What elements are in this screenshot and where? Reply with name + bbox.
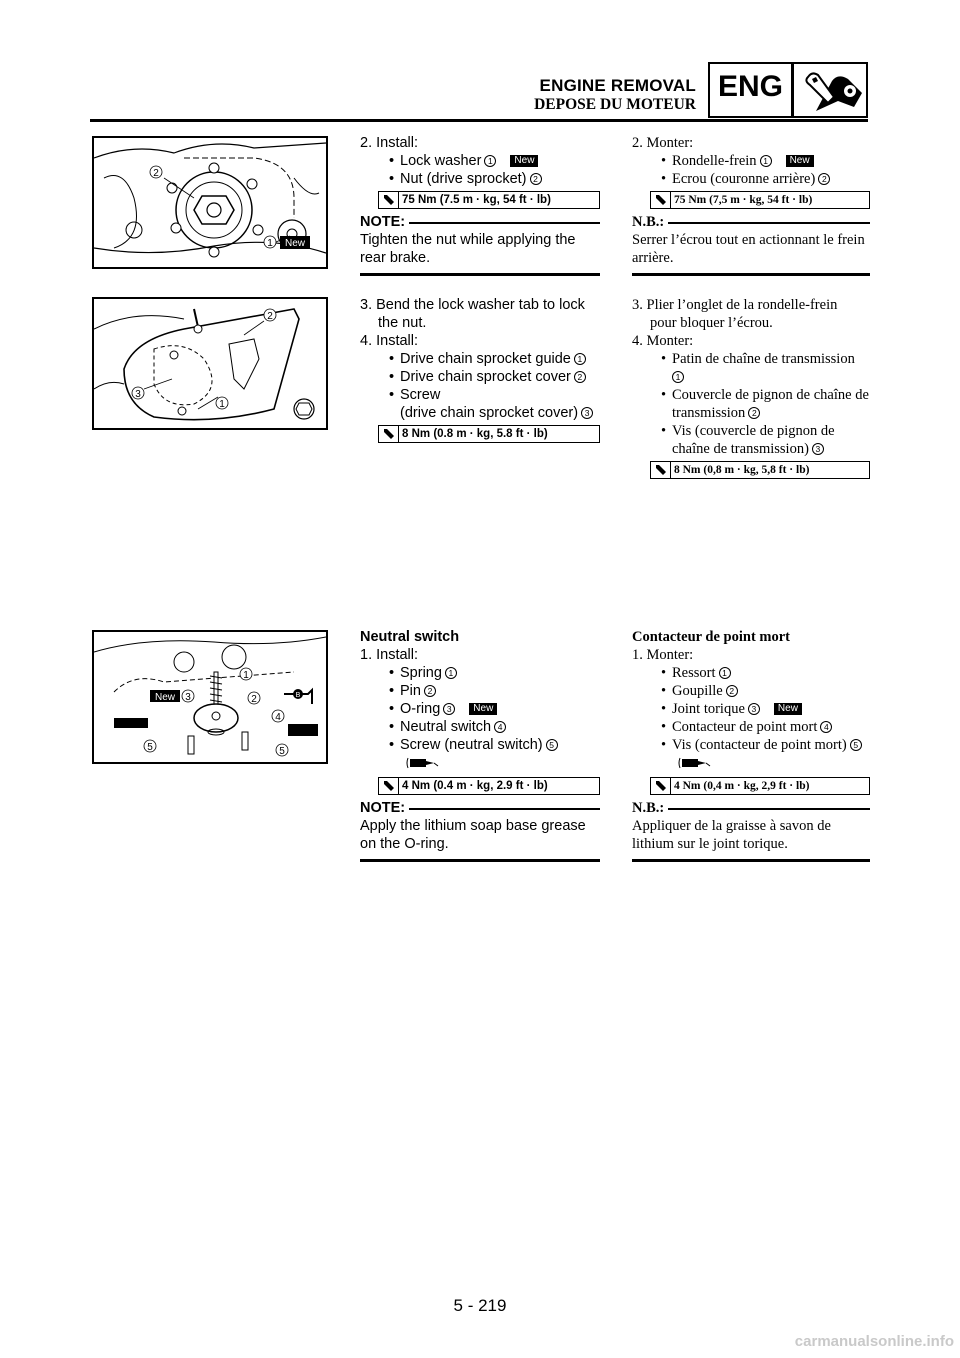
step2-fr [632, 296, 870, 482]
ref-number: 1 [672, 371, 684, 383]
header-rule [90, 119, 868, 122]
torque-wrench-icon [651, 462, 671, 478]
torque-wrench-icon [379, 778, 399, 794]
list-item: • Neutral switch 4 [360, 718, 600, 736]
figure-label: 2 [267, 311, 273, 322]
step-text-cont: pour bloquer l’écrou. [650, 315, 773, 331]
list-item-cont [632, 368, 870, 386]
ref-number: 5 [546, 739, 558, 751]
figure-sprocket-cover [92, 297, 328, 430]
note-body: Appliquer de la graisse à savon de lithium sur le joint torique. [632, 818, 831, 852]
ref-number: 1 [719, 667, 731, 679]
list-item: • Vis (contacteur de point mort) 5 [632, 736, 870, 754]
list-item: • Drive chain sprocket guide 1 [360, 350, 600, 368]
list-item: • Couvercle de pignon de chaîne de [661, 387, 869, 403]
list-item: • Contacteur de point mort 4 [632, 718, 870, 736]
list-item: • Drive chain sprocket cover 2 [360, 368, 600, 386]
ref-number: 2 [818, 173, 830, 185]
ref-number: 2 [530, 173, 542, 185]
step-text-cont: the nut. [378, 315, 427, 331]
list-item: • Spring 1 [360, 664, 600, 682]
figure-neutral-switch [92, 630, 328, 764]
header-title-fr: DEPOSE DU MOTEUR [534, 96, 696, 113]
list-item: • Patin de chaîne de transmission [661, 351, 855, 367]
figure-drive-sprocket [92, 136, 328, 269]
torque-wrench-icon [651, 778, 671, 794]
new-badge: New [510, 155, 538, 167]
list-item: • Joint torique 3 New [632, 700, 870, 718]
list-item: • Pin 2 [360, 682, 600, 700]
list-item-cont: (drive chain sprocket cover) 3 [360, 404, 600, 422]
ref-number: 2 [748, 407, 760, 419]
torque-wrench-icon [651, 192, 671, 208]
torque-spec: 8 Nm (0,8 m · kg, 5,8 ft · lb) [650, 461, 870, 479]
list-item: • Screw (neutral switch) 5 [360, 736, 600, 754]
figure-label: 4 [275, 712, 281, 723]
note-heading: N.B.: [632, 213, 870, 231]
figure-label: 1 [219, 399, 225, 410]
step-heading: 4. Install: [360, 333, 419, 349]
step-heading: 1. Monter: [632, 647, 694, 663]
engine-wrench-icon [798, 67, 866, 115]
note-body: Serrer l’écrou tout en actionnant le frein arrière. [632, 232, 865, 266]
header-title-en: ENGINE REMOVAL [539, 76, 696, 95]
ref-number: 1 [445, 667, 457, 679]
list-item: • O-ring 3 New [360, 700, 600, 718]
figure-new-label: New [284, 238, 306, 249]
list-item-cont: transmission 2 [632, 404, 870, 422]
figure-label: 2 [153, 168, 159, 179]
ref-number: 4 [820, 721, 832, 733]
figure-label: 3 [185, 692, 191, 703]
ref-number: 2 [574, 371, 586, 383]
new-badge: New [469, 703, 497, 715]
note-heading: NOTE: [360, 213, 600, 231]
new-badge: New [786, 155, 814, 167]
grease-icon [360, 754, 600, 774]
section-badge [708, 62, 868, 118]
list-item: • Ressort 1 [632, 664, 870, 682]
step1-fr [632, 134, 870, 276]
ref-number: 2 [726, 685, 738, 697]
section-code: ENG [717, 70, 783, 103]
ref-number: 3 [748, 703, 760, 715]
list-item: • Vis (couvercle de pignon de [661, 423, 835, 439]
figure-label: 1 [267, 238, 273, 249]
figure-label: B [295, 692, 301, 699]
step-text: 3. Bend the lock washer tab to lock [360, 297, 585, 313]
ref-number: 3 [581, 407, 593, 419]
list-item: • Ecrou (couronne arrière) 2 [632, 170, 870, 188]
figure-label: 2 [251, 694, 257, 705]
torque-wrench-icon [379, 192, 399, 208]
section-title: Contacteur de point mort [632, 629, 791, 645]
watermark: carmanualsonline.info [794, 1333, 954, 1350]
new-badge: New [774, 703, 802, 715]
list-item: • Nut (drive sprocket) 2 [360, 170, 600, 188]
ref-number: 5 [850, 739, 862, 751]
ref-number: 4 [494, 721, 506, 733]
step2-en [360, 296, 600, 446]
torque-spec: 75 Nm (7.5 m · kg, 54 ft · lb) [378, 191, 600, 209]
ref-number: 1 [574, 353, 586, 365]
figure-label: 1 [243, 670, 249, 681]
torque-spec: 4 Nm (0,4 m · kg, 2,9 ft · lb) [650, 777, 870, 795]
section-badge-divider [791, 64, 794, 116]
note-heading: NOTE: [360, 799, 600, 817]
torque-spec: 4 Nm (0.4 m · kg, 2.9 ft · lb) [378, 777, 600, 795]
section-title: Neutral switch [360, 629, 460, 645]
list-item: • Screw [389, 387, 441, 403]
figure-label: 5 [279, 746, 285, 757]
figure-label: 3 [135, 389, 141, 400]
note-end-rule [360, 859, 600, 862]
ref-number: 2 [424, 685, 436, 697]
torque-spec: 75 Nm (7,5 m · kg, 54 ft · lb) [650, 191, 870, 209]
figure-label: 5 [147, 742, 153, 753]
ref-number: 3 [812, 443, 824, 455]
note-heading: N.B.: [632, 799, 870, 817]
list-item: • Rondelle-frein 1 New [632, 152, 870, 170]
step-heading: 2. Install: [360, 135, 419, 151]
grease-icon [632, 754, 870, 774]
step3-en [360, 628, 600, 862]
note-end-rule [360, 273, 600, 276]
note-end-rule [632, 859, 870, 862]
torque-wrench-icon [379, 426, 399, 442]
list-item: • Goupille 2 [632, 682, 870, 700]
step-heading: 2. Monter: [632, 135, 694, 151]
step-heading: 1. Install: [360, 647, 419, 663]
torque-spec: 8 Nm (0.8 m · kg, 5.8 ft · lb) [378, 425, 600, 443]
note-body: Apply the lithium soap base grease on the O-ring. [360, 818, 586, 852]
ref-number: 1 [484, 155, 496, 167]
step-heading: 4. Monter: [632, 333, 694, 349]
note-end-rule [632, 273, 870, 276]
figure-new-label: New [154, 692, 176, 703]
note-body: Tighten the nut while applying the rear brake. [360, 232, 576, 266]
step3-fr [632, 628, 870, 862]
list-item: • Lock washer 1 New [360, 152, 600, 170]
ref-number: 3 [443, 703, 455, 715]
step1-en [360, 134, 600, 276]
step-text: 3. Plier l’onglet de la rondelle-frein [632, 297, 838, 313]
list-item-cont: chaîne de transmission) 3 [632, 440, 870, 458]
page-number: 5 - 219 [453, 1296, 507, 1315]
ref-number: 1 [760, 155, 772, 167]
